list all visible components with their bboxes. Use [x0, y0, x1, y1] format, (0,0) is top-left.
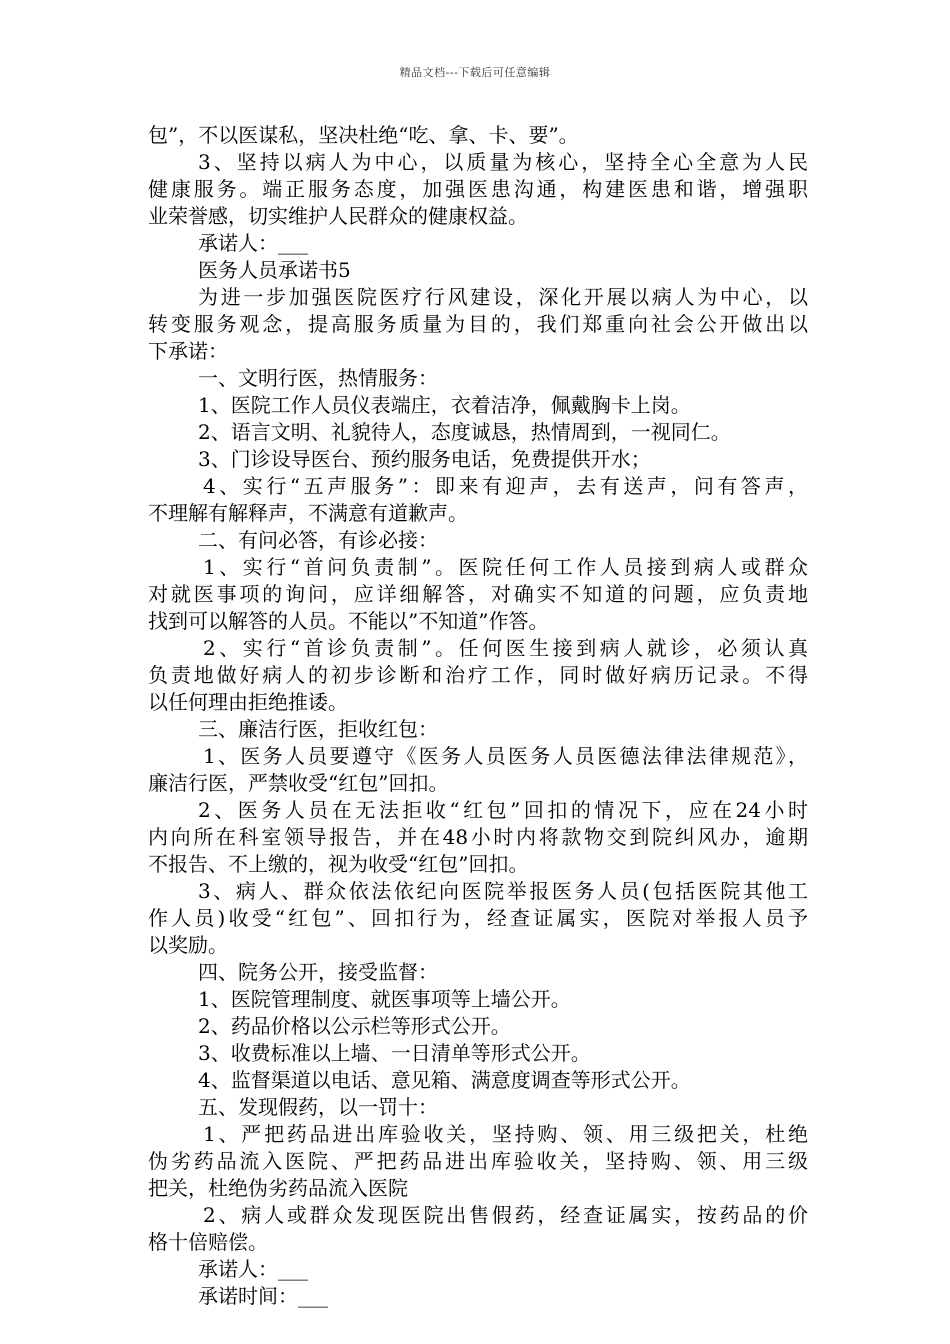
text-line: 承诺人：___: [198, 1257, 308, 1281]
text-line: 医务人员承诺书5: [198, 258, 351, 282]
text-line: 业荣誉感，切实维护人民群众的健康权益。: [148, 204, 528, 228]
text-line: 2、药品价格以公示栏等形式公开。: [198, 1014, 511, 1038]
text-line: 包”，不以医谋私，坚决杜绝“吃、拿、卡、要”。: [148, 123, 579, 147]
text-line: 把关，杜绝伪劣药品流入医院: [148, 1176, 408, 1200]
text-line: 健康服务。端正服务态度，加强医患沟通，构建医患和谐，增强职: [148, 177, 808, 201]
text-line: 承诺时间：___: [198, 1284, 328, 1308]
text-line: 1、医务人员要遵守《医务人员医务人员医德法律法律规范》，: [203, 744, 808, 768]
text-line: 以任何理由拒绝推诿。: [148, 690, 348, 714]
text-line: 2、病人或群众发现医院出售假药，经查证属实，按药品的价: [203, 1203, 808, 1227]
text-line: 伪劣药品流入医院、严把药品进出库验收关，坚持购、领、用三级: [148, 1149, 808, 1173]
text-line: 1、严把药品进出库验收关，坚持购、领、用三级把关，杜绝: [203, 1122, 808, 1146]
text-line: 负责地做好病人的初步诊断和治疗工作，同时做好病历记录。不得: [148, 663, 808, 687]
text-line: 4、实行“五声服务”：即来有迎声，去有送声，问有答声，: [203, 474, 808, 498]
text-line: 四、院务公开，接受监督：: [198, 960, 438, 984]
text-line: 作人员)收受“红包”、回扣行为，经查证属实，医院对举报人员予: [148, 906, 808, 930]
text-line: 4、监督渠道以电话、意见箱、满意度调查等形式公开。: [198, 1068, 691, 1092]
text-line: 不报告、不上缴的，视为收受“红包”回扣。: [148, 852, 529, 876]
text-line: 五、发现假药，以一罚十：: [198, 1095, 438, 1119]
text-line: 3、收费标准以上墙、一日清单等形式公开。: [198, 1041, 591, 1065]
document-body: [148, 122, 808, 1310]
text-line: 2、医务人员在无法拒收“红包”回扣的情况下，应在24小时: [198, 798, 808, 822]
text-line: 为进一步加强医院医疗行风建设，深化开展以病人为中心，以: [198, 285, 808, 309]
text-line: 不理解有解释声，不满意有道歉声。: [148, 501, 468, 525]
text-line: 3、门诊设导医台、预约服务电话，免费提供开水；: [198, 447, 651, 471]
text-line: 对就医事项的询问，应详细解答，对确实不知道的问题，应负责地: [148, 582, 808, 606]
text-line: 转变服务观念，提高服务质量为目的，我们郑重向社会公开做出以: [148, 312, 808, 336]
text-line: 内向所在科室领导报告，并在48小时内将款物交到院纠风办，逾期: [148, 825, 808, 849]
text-line: 1、实行“首问负责制”。医院任何工作人员接到病人或群众: [203, 555, 808, 579]
text-line: 2、语言文明、礼貌待人，态度诚恳，热情周到，一视同仁。: [198, 420, 731, 444]
text-line: 3、坚持以病人为中心，以质量为核心，坚持全心全意为人民: [198, 150, 808, 174]
text-line: 二、有问必答，有诊必接：: [198, 528, 438, 552]
text-line: 廉洁行医，严禁收受“红包”回扣。: [148, 771, 449, 795]
text-line: 1、医院管理制度、就医事项等上墙公开。: [198, 987, 571, 1011]
text-line: 1、医院工作人员仪表端庄，衣着洁净，佩戴胸卡上岗。: [198, 393, 691, 417]
text-line: 以奖励。: [148, 933, 228, 957]
page-header: 精品文档---下载后可任意编辑: [399, 66, 551, 79]
text-line: 承诺人：___: [198, 231, 308, 255]
text-line: 找到可以解答的人员。不能以”不知道”作答。: [148, 609, 549, 633]
text-line: 下承诺：: [148, 339, 228, 363]
text-line: 格十倍赔偿。: [148, 1230, 268, 1254]
text-line: 一、文明行医，热情服务：: [198, 366, 438, 390]
text-line: 2、实行“首诊负责制”。任何医生接到病人就诊，必须认真: [203, 636, 808, 660]
text-line: 3、病人、群众依法依纪向医院举报医务人员(包括医院其他工: [198, 879, 808, 903]
text-line: 三、廉洁行医，拒收红包：: [198, 717, 438, 741]
